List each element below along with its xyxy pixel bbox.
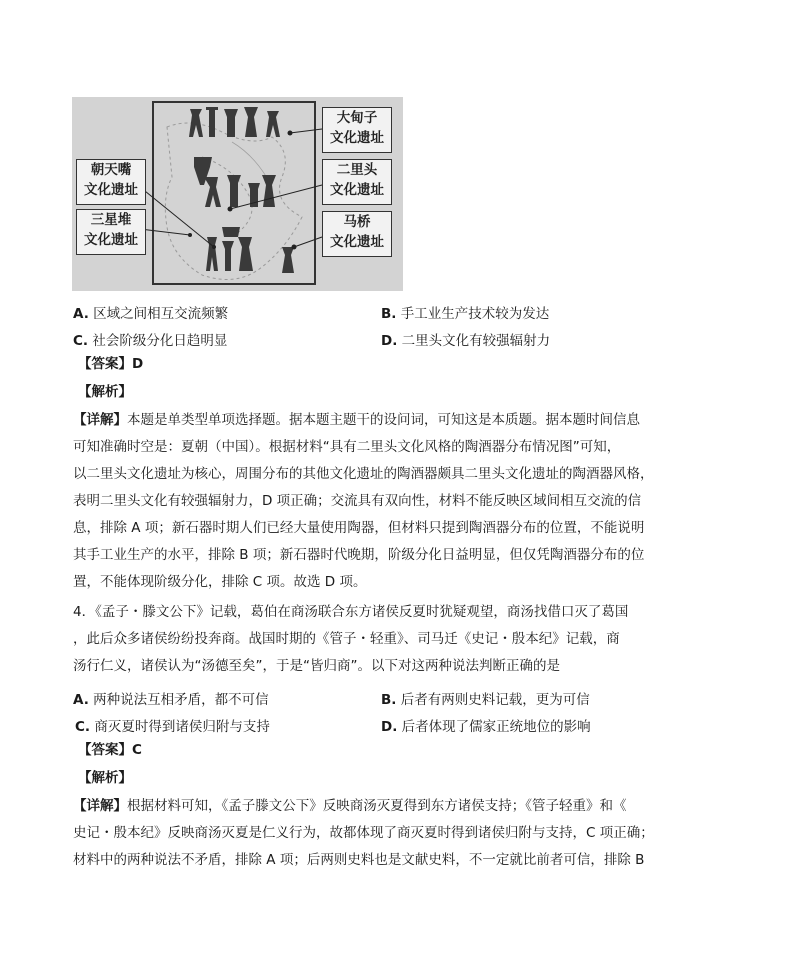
q3-detail-line-1: 【详解】本题是单类型单项选择题。据本题主题干的设问词，可知这是本质题。据本题时间信息: [73, 412, 640, 428]
q4-detail-line-1: 【详解】根据材料可知，《孟子滕文公下》反映商汤灭夏得到东方诸侯支持；《管子轻重》和《: [73, 798, 627, 814]
q3-detail-line-6: 其手工业生产的水平，排除 B 项；新石器时代晚期，阶级分化日益明显，但仅凭陶酒器分布的位: [73, 547, 645, 563]
q3-detail-line-7: 置，不能体现阶级分化，排除 C 项。故选 D 项。: [73, 574, 367, 590]
q4-stem-line-1: 4．《孟子・滕文公下》记载，葛伯在商汤联合东方诸侯反夏时犹疑观望，商汤找借口灭了葛国: [73, 604, 629, 620]
label-dadianzi: 大甸子 文化遗址: [322, 107, 392, 153]
pottery-distribution-map: [72, 97, 403, 291]
label-erlitou: 二里头 文化遗址: [322, 159, 392, 205]
label-chaotianzui: 朝天嘴 文化遗址: [76, 159, 146, 205]
q4-stem-line-3: 汤行仁义，诸侯认为“汤德至矣”，于是“皆归商”。以下对这两种说法判断正确的是: [73, 658, 560, 674]
q3-detail-line-3: 以二里头文化遗址为核心，周围分布的其他文化遗址的陶酒器颇具二里头文化遗址的陶酒器风格，: [73, 466, 654, 482]
q3-option-a: A. 区域之间相互交流频繁: [73, 306, 229, 322]
q4-analysis-heading: 【解析】: [78, 770, 132, 786]
q4-option-b: B. 后者有两则史料记载，更为可信: [381, 692, 590, 708]
q3-detail-line-4: 表明二里头文化有较强辐射力，D 项正确；交流具有双向性，材料不能反映区域间相互交流的信: [73, 493, 642, 509]
q4-stem-line-2: ，此后众多诸侯纷纷投奔商。战国时期的《管子・轻重》、司马迁《史记・殷本纪》记载，商: [73, 631, 620, 647]
q3-option-c: C. 社会阶级分化日趋明显: [73, 333, 228, 349]
q4-option-a: A. 两种说法互相矛盾，都不可信: [73, 692, 269, 708]
q3-option-d: D. 二里头文化有较强辐射力: [381, 333, 551, 349]
q4-option-d: D. 后者体现了儒家正统地位的影响: [381, 719, 591, 735]
q3-detail-line-5: 息，排除 A 项；新石器时期人们已经大量使用陶器，但材料只提到陶酒器分布的位置，不能说明: [73, 520, 645, 536]
q4-option-c: C. 商灭夏时得到诸侯归附与支持: [75, 719, 270, 735]
q3-answer: 【答案】D: [78, 356, 144, 372]
label-sanxingdui: 三星堆 文化遗址: [76, 209, 146, 255]
q4-answer: 【答案】C: [78, 742, 142, 758]
q4-detail-line-2: 史记・殷本纪》反映商汤灭夏是仁义行为，故都体现了商灭夏时得到诸侯归附与支持，C 项正确；: [73, 825, 654, 841]
q3-detail-line-2: 可知准确时空是：夏朝（中国）。根据材料“具有二里头文化风格的陶酒器分布情况图”可知，: [73, 439, 621, 455]
q3-analysis-heading: 【解析】: [78, 384, 132, 400]
q3-option-b: B. 手工业生产技术较为发达: [381, 306, 550, 322]
q4-detail-line-3: 材料中的两种说法不矛盾，排除 A 项；后两则史料也是文献史料，不一定就比前者可信，排除 B: [73, 852, 645, 868]
label-maqiao: 马桥 文化遗址: [322, 211, 392, 257]
